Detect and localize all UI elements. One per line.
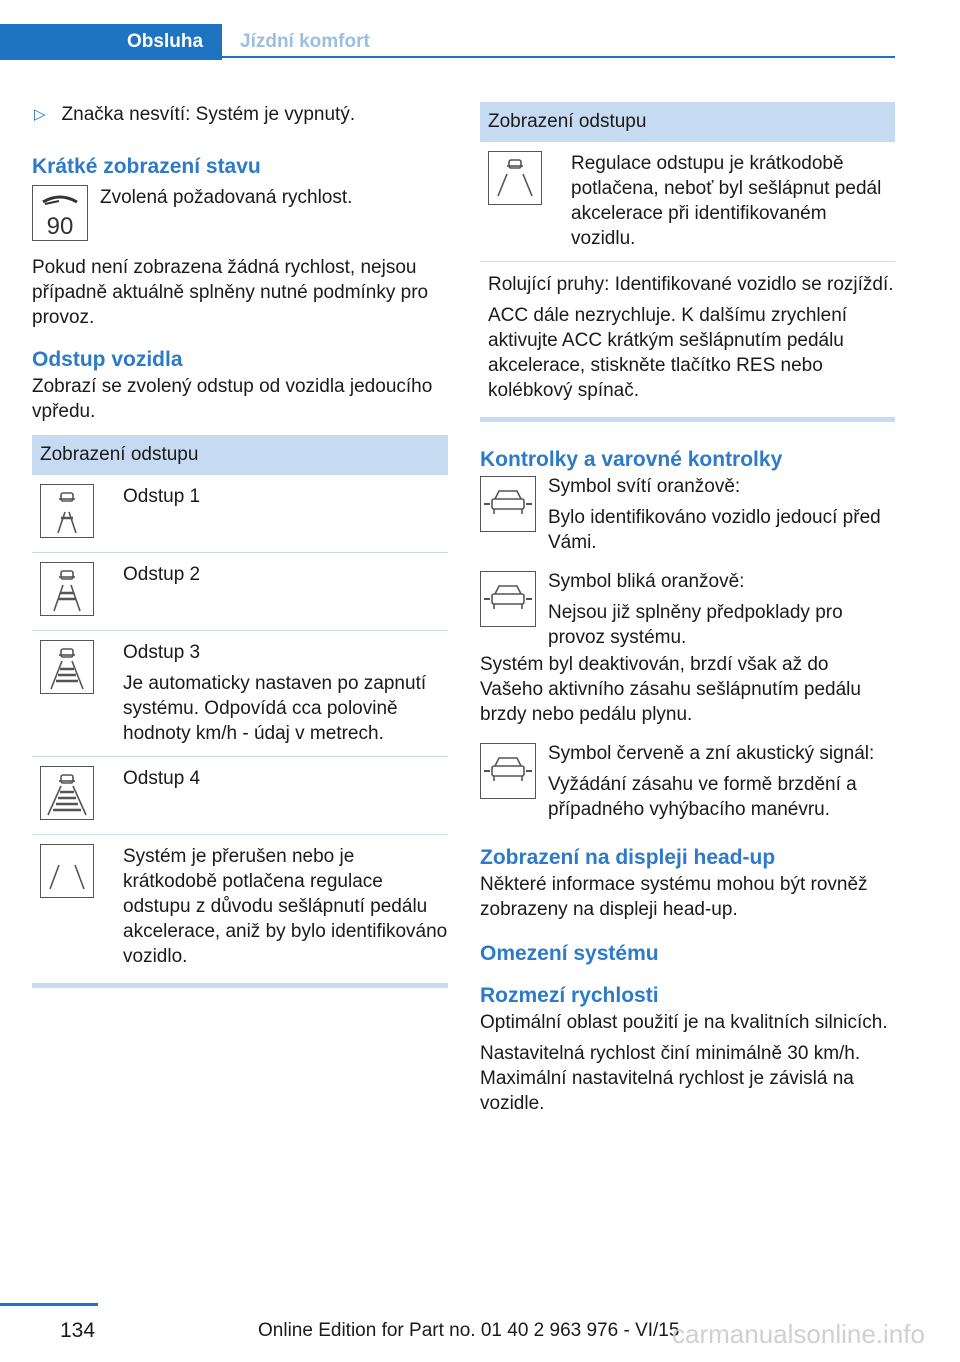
indicator-text: Symbol svítí oranžově: Bylo identifikováno vozidlo jedoucí před Vámi.	[548, 476, 881, 553]
distance-table	[32, 435, 448, 988]
table-row	[32, 475, 448, 553]
watermark: carmanualsonline.info	[672, 1319, 925, 1349]
distance-table-continued	[480, 102, 895, 422]
right-column	[480, 102, 895, 1116]
speed-90-icon	[32, 185, 88, 241]
bullet-text: Značka nesvítí: Systém je vypnutý.	[61, 104, 356, 125]
distance-1-icon	[40, 484, 94, 538]
row-text: Rolující pruhy: Identifikované vozidlo se rozjíždí.	[488, 274, 894, 295]
triangle-bullet-icon: ▷	[34, 106, 46, 123]
range-text: Optimální oblast použití je na kvalitních silnicích.	[480, 1012, 888, 1033]
table-end-rule	[480, 417, 895, 422]
row-text: ACC dále nezrychluje. K dalšímu zrychlení aktivujte ACC krátkým sešlápnutím pedálu akcelerace, stiskněte tlačítko RES nebo kolébkový spínač.	[488, 305, 848, 401]
table-end-rule	[32, 983, 448, 988]
table-row	[32, 757, 448, 835]
car-ahead-icon	[480, 476, 536, 532]
no-speed-text: Pokud není zobrazena žádná rychlost, nejsou případně aktuálně splněny nutné podmínky pro provoz.	[32, 257, 429, 328]
row-text: Odstup 1	[123, 486, 201, 507]
table-row	[480, 142, 895, 262]
deactivated-text: Systém byl deaktivován, brzdí však až do Vašeho aktivního zásahu sešlápnutím pedálu brzdy nebo pedálu plynu.	[480, 654, 861, 725]
row-text: Systém je přerušen nebo je krátkodobě potlačena regulace odstupu z důvodu sešlápnutí pedálu akcelerace, aniž by bylo identifikováno vozidlo.	[123, 846, 448, 967]
page-number: 134	[60, 1319, 96, 1342]
heading-speed-range: Rozmezí rychlosti	[480, 984, 659, 1007]
left-column	[32, 102, 448, 988]
indicator-text: Symbol bliká oranžově: Nejsou již splněny předpoklady pro provoz systému.	[548, 571, 843, 648]
distance-text: Zobrazí se zvolený odstup od vozidla jedoucího vpředu.	[32, 376, 433, 422]
indicator-row	[480, 569, 895, 650]
header-tabs	[0, 24, 895, 60]
row-text: Odstup 2	[123, 564, 201, 585]
range-text: Nastavitelná rychlost činí minimálně 30 km/h. Maximální nastavitelná rychlost je závislá na vozidle.	[480, 1043, 861, 1114]
car-ahead-icon	[480, 571, 536, 627]
distance-2-icon	[40, 562, 94, 616]
table-row	[480, 262, 895, 417]
indicator-row	[480, 741, 895, 822]
heading-limits: Omezení systému	[480, 942, 659, 965]
heading-short-status: Krátké zobrazení stavu	[32, 155, 261, 178]
table-row	[32, 631, 448, 757]
speed-icon-value: 90	[46, 213, 74, 240]
distance-4-icon	[40, 766, 94, 820]
table-header: Zobrazení odstupu	[480, 102, 895, 142]
speed-text: Zvolená požadovaná rychlost.	[100, 187, 353, 208]
lanes-only-icon	[40, 844, 94, 898]
speed-row	[32, 185, 448, 241]
car-warning-icon	[480, 743, 536, 799]
footer-rule	[0, 1303, 98, 1306]
indicator-text: Symbol červeně a zní akustický signál: Vyžádání zásahu ve formě brzdění a případného vyhýbacího manévru.	[548, 743, 875, 820]
car-suppressed-icon	[488, 151, 542, 205]
table-row	[32, 835, 448, 983]
distance-3-icon	[40, 640, 94, 694]
tab-obsluha[interactable]: Obsluha	[0, 24, 222, 60]
heading-distance: Odstup vozidla	[32, 348, 183, 371]
heading-hud: Zobrazení na displeji head-up	[480, 846, 776, 869]
hud-text: Některé informace systému mohou být rovněž zobrazeny na displeji head-up.	[480, 874, 868, 920]
row-text: Regulace odstupu je krátkodobě potlačena, neboť byl sešlápnut pedál akcelerace při identifikovaném vozidlu.	[571, 153, 882, 249]
heading-indicators: Kontrolky a varovné kontrolky	[480, 448, 783, 471]
table-header: Zobrazení odstupu	[32, 435, 448, 475]
indicator-row	[480, 474, 895, 555]
bullet-item	[34, 102, 448, 127]
row-text: Odstup 4	[123, 768, 201, 789]
edition-text: Online Edition for Part no. 01 40 2 963 976 - VI/15	[258, 1320, 680, 1341]
table-row	[32, 553, 448, 631]
tab-jizdni-komfort[interactable]: Jízdní komfort	[222, 24, 895, 58]
row-text: Odstup 3 Je automaticky nastaven po zapnutí systému. Odpovídá cca polovině hodnoty km/h - údaj v metrech.	[123, 642, 427, 744]
